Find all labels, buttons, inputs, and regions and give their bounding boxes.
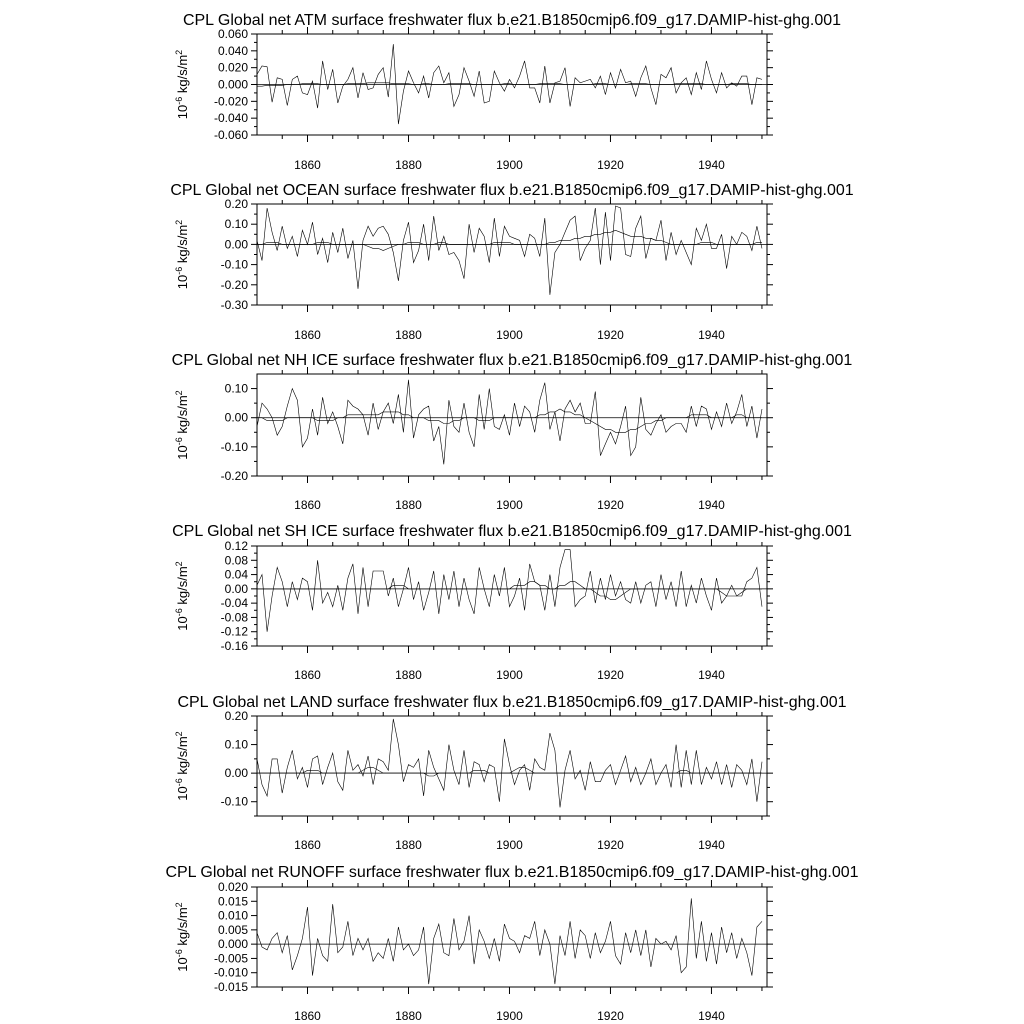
y-axis-label xyxy=(174,731,190,800)
x-tick-label: 1900 xyxy=(496,668,523,682)
y-tick-label: 0.10 xyxy=(224,737,248,752)
plot-frame xyxy=(257,546,767,646)
y-tick-label: 0.12 xyxy=(224,539,248,553)
series-annual-line xyxy=(257,206,762,295)
series-annual-line xyxy=(257,898,762,984)
x-tick-label: 1880 xyxy=(395,158,422,172)
x-tick-label: 1900 xyxy=(496,838,523,852)
y-tick-label: 0.010 xyxy=(217,908,248,923)
chart-panel-3 xyxy=(172,352,853,512)
y-tick-label: 0.00 xyxy=(224,581,248,596)
y-axis-label-part: 2 xyxy=(174,219,184,225)
plot-frame xyxy=(257,204,767,305)
y-axis-label-part: 10 xyxy=(175,445,190,460)
y-tick-label: 0.060 xyxy=(217,27,248,41)
chart-panel-4 xyxy=(172,523,852,682)
y-axis-label-part: kg/s/m xyxy=(175,736,190,779)
x-tick-label: 1920 xyxy=(597,668,624,682)
y-axis-label-part: kg/s/m xyxy=(175,566,190,609)
x-tick-label: 1880 xyxy=(395,668,422,682)
chart-title: CPL Global net RUNOFF surface freshwater flux b.e21.B1850cmip6.f09_g17.DAMIP-hist-ghg.001 xyxy=(165,864,859,881)
y-axis-label-part: 10 xyxy=(175,274,190,290)
x-tick-label: 1940 xyxy=(698,498,725,512)
y-tick-label: -0.10 xyxy=(220,794,248,809)
chart-title: CPL Global net LAND surface freshwater flux b.e21.B1850cmip6.f09_g17.DAMIP-hist-ghg.001 xyxy=(177,694,847,711)
x-tick-label: 1880 xyxy=(395,328,422,342)
chart-panel-6 xyxy=(165,864,858,1023)
y-tick-label: 0.10 xyxy=(224,381,248,396)
y-tick-label: 0.08 xyxy=(224,553,248,568)
y-tick-label: -0.015 xyxy=(213,980,248,994)
y-tick-label: -0.10 xyxy=(220,257,248,272)
y-tick-label: 0.020 xyxy=(217,60,248,75)
y-tick-label: 0.00 xyxy=(224,766,248,781)
x-tick-label: 1900 xyxy=(496,1009,523,1023)
y-tick-label: 0.015 xyxy=(217,894,248,909)
x-tick-label: 1860 xyxy=(294,158,321,172)
y-axis-label-part: 10 xyxy=(175,104,190,120)
y-tick-label: 0.020 xyxy=(217,880,248,894)
series-smoothed-line xyxy=(257,767,762,776)
y-tick-label: -0.060 xyxy=(213,128,248,142)
x-tick-label: 1940 xyxy=(698,328,725,342)
x-tick-label: 1920 xyxy=(597,1009,624,1023)
x-tick-label: 1900 xyxy=(496,158,523,172)
x-tick-label: 1860 xyxy=(294,1009,321,1023)
y-axis-label-part: -6 xyxy=(174,949,184,958)
y-tick-label: 0.10 xyxy=(224,217,248,232)
y-axis-label-part: kg/s/m xyxy=(175,54,190,97)
x-tick-label: 1880 xyxy=(395,1009,422,1023)
x-tick-label: 1940 xyxy=(698,668,725,682)
y-axis-label-part: 10 xyxy=(175,616,190,631)
series-smoothed-line xyxy=(257,582,762,600)
x-tick-label: 1860 xyxy=(294,498,321,512)
x-tick-label: 1920 xyxy=(597,158,624,172)
x-tick-label: 1900 xyxy=(496,498,523,512)
y-axis-label-part: 2 xyxy=(174,902,184,908)
y-axis-label-part: kg/s/m xyxy=(175,224,190,267)
plot-frame xyxy=(257,716,767,816)
y-tick-label: 0.040 xyxy=(217,43,248,58)
y-tick-label: -0.04 xyxy=(220,596,248,611)
y-axis-label xyxy=(174,220,190,289)
x-tick-label: 1880 xyxy=(395,498,422,512)
y-tick-label: 0.20 xyxy=(224,197,248,211)
chart-panel-1 xyxy=(174,12,841,172)
x-tick-label: 1940 xyxy=(698,158,725,172)
y-axis-label-part: 2 xyxy=(174,390,184,396)
y-tick-label: -0.005 xyxy=(213,951,248,966)
x-tick-label: 1860 xyxy=(294,328,321,342)
x-tick-label: 1940 xyxy=(698,1009,725,1023)
x-tick-label: 1900 xyxy=(496,328,523,342)
y-axis-label xyxy=(174,50,190,119)
y-axis-label-part: -6 xyxy=(174,437,184,446)
chart-title: CPL Global net NH ICE surface freshwater flux b.e21.B1850cmip6.f09_g17.DAMIP-hist-ghg.001 xyxy=(171,352,853,369)
y-tick-label: 0.00 xyxy=(224,237,248,252)
plot-frame xyxy=(257,374,767,476)
y-tick-label: 0.000 xyxy=(217,937,248,952)
y-axis-label xyxy=(174,390,190,459)
series-annual-line xyxy=(257,380,762,465)
y-tick-label: 0.000 xyxy=(217,77,248,92)
y-axis-label-part: kg/s/m xyxy=(175,395,190,438)
y-tick-label: 0.005 xyxy=(217,922,248,937)
y-tick-label: 0.20 xyxy=(224,709,248,723)
x-tick-label: 1880 xyxy=(395,838,422,852)
y-axis-label-part: 10 xyxy=(175,786,190,801)
y-tick-label: 0.00 xyxy=(224,410,248,425)
x-tick-label: 1920 xyxy=(597,838,624,852)
series-annual-line xyxy=(257,719,762,808)
y-axis-label-part: 10 xyxy=(175,957,190,972)
y-tick-label: -0.20 xyxy=(220,277,248,292)
x-tick-label: 1940 xyxy=(698,838,725,852)
series-annual-line xyxy=(257,550,762,632)
y-axis-label xyxy=(174,561,190,630)
y-axis-label-part: -6 xyxy=(174,608,184,617)
x-tick-label: 1920 xyxy=(597,328,624,342)
y-tick-label: -0.30 xyxy=(220,298,248,312)
y-axis-label-part: 2 xyxy=(174,731,184,737)
chart-title: CPL Global net OCEAN surface freshwater flux b.e21.B1850cmip6.f09_g17.DAMIP-hist-ghg.001 xyxy=(170,182,854,199)
y-tick-label: -0.12 xyxy=(220,624,248,639)
y-tick-label: -0.010 xyxy=(213,965,248,980)
y-tick-label: -0.08 xyxy=(220,610,248,625)
y-tick-label: -0.10 xyxy=(220,439,248,454)
x-tick-label: 1860 xyxy=(294,668,321,682)
y-tick-label: 0.04 xyxy=(224,567,248,582)
chart-panel-5 xyxy=(174,694,847,852)
y-tick-label: -0.020 xyxy=(213,94,248,109)
y-tick-label: -0.040 xyxy=(213,111,248,126)
x-tick-label: 1860 xyxy=(294,838,321,852)
y-axis-label xyxy=(174,902,190,971)
chart-title: CPL Global net SH ICE surface freshwater flux b.e21.B1850cmip6.f09_g17.DAMIP-hist-ghg.001 xyxy=(172,523,852,540)
y-tick-label: -0.20 xyxy=(220,469,248,483)
y-axis-label-part: -6 xyxy=(174,266,184,275)
y-axis-label-part: -6 xyxy=(174,96,184,105)
y-axis-label-part: 2 xyxy=(174,49,184,55)
chart-panel-2 xyxy=(170,182,853,342)
chart-title: CPL Global net ATM surface freshwater flux b.e21.B1850cmip6.f09_g17.DAMIP-hist-ghg.001 xyxy=(182,12,842,29)
x-tick-label: 1920 xyxy=(597,498,624,512)
y-axis-label-part: kg/s/m xyxy=(175,907,190,950)
y-axis-label-part: -6 xyxy=(174,778,184,787)
y-axis-label-part: 2 xyxy=(174,561,184,567)
y-tick-label: -0.16 xyxy=(220,639,248,653)
plot-frame xyxy=(257,887,767,987)
